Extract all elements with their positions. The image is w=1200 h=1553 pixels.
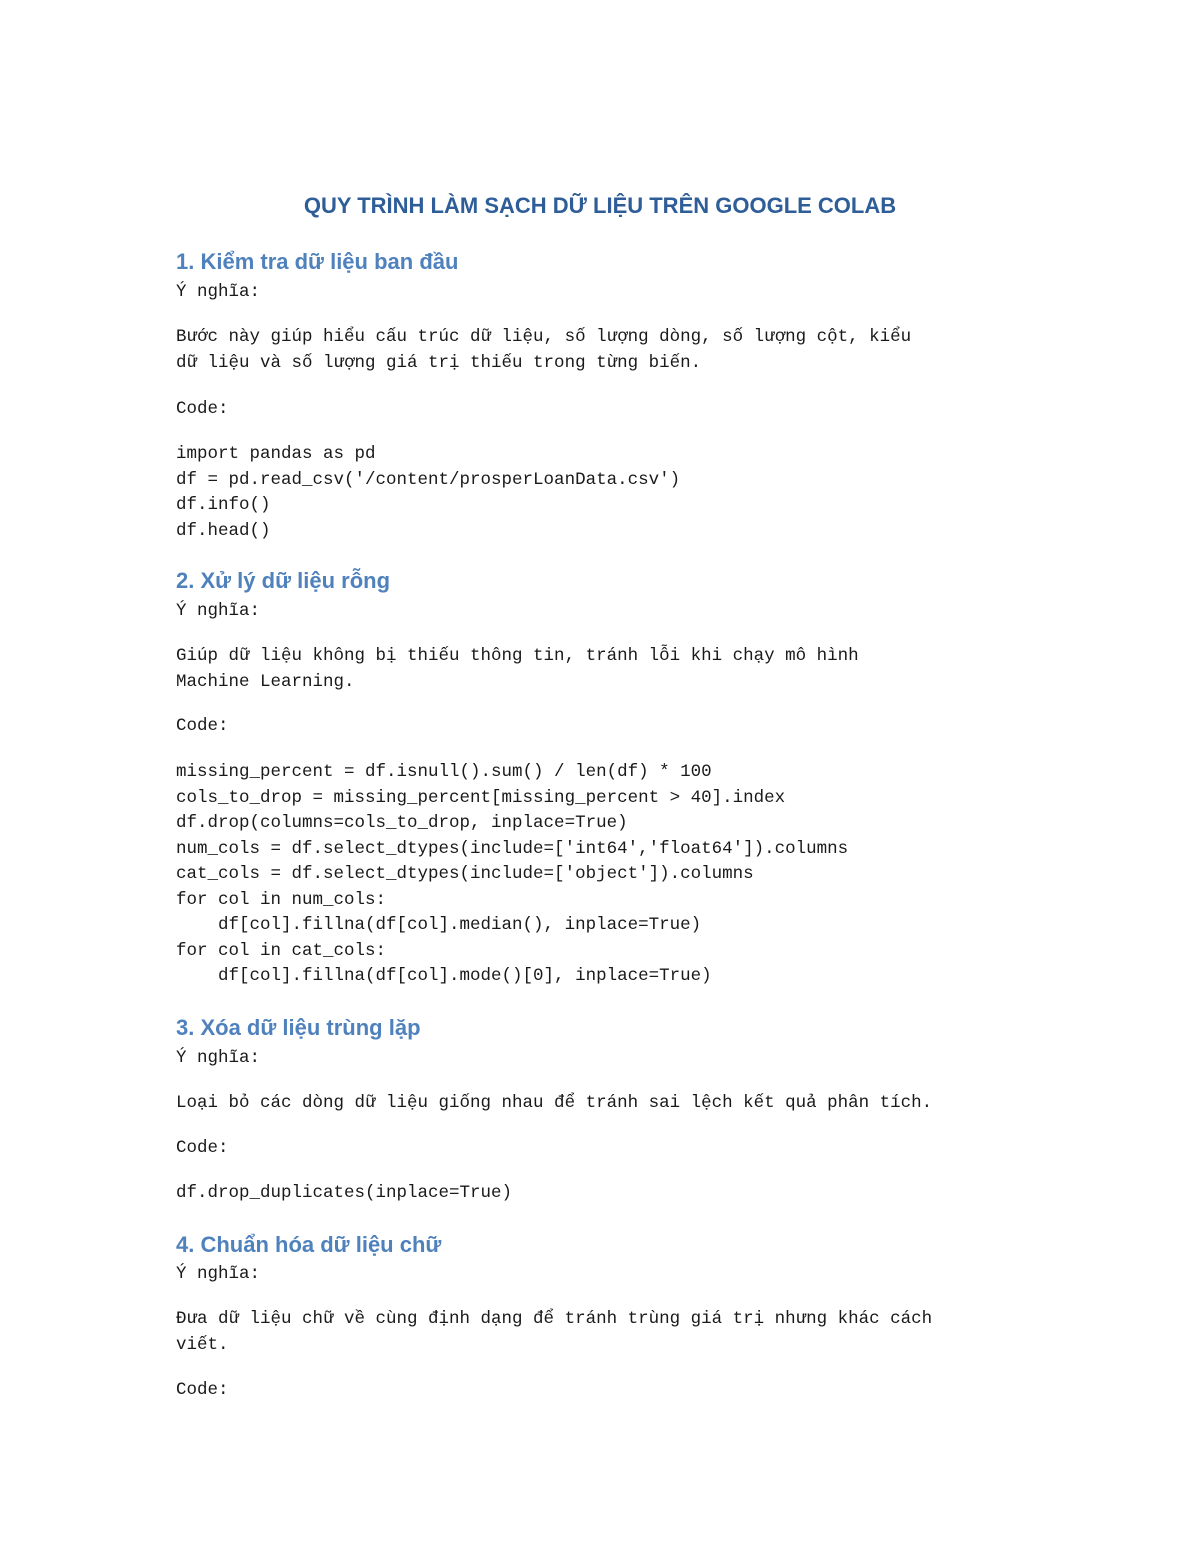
section-3-code-block: df.drop_duplicates(inplace=True) [176,1183,513,1203]
section-1-heading: 1. Kiểm tra dữ liệu ban đầu [176,249,459,274]
section-4-heading: 4. Chuẩn hóa dữ liệu chữ [176,1232,442,1257]
section-3-heading: 3. Xóa dữ liệu trùng lặp [176,1015,421,1040]
section-1-description: Bước này giúp hiểu cấu trúc dữ liệu, số lượng dòng, số lượng cột, kiểu dữ liệu và số lượng giá trị thiếu trong từng biến. [176,327,912,373]
section-2-heading: 2. Xử lý dữ liệu rỗng [176,568,391,593]
section-3-description: Loại bỏ các dòng dữ liệu giống nhau để tránh sai lệch kết quả phân tích. [176,1093,933,1113]
section-2-description: Giúp dữ liệu không bị thiếu thông tin, tránh lỗi khi chạy mô hình Machine Learning. [176,646,859,692]
section-1-meaning-label: Ý nghĩa: [176,282,261,302]
section-3-meaning-label: Ý nghĩa: [176,1048,261,1068]
section-1-code-block: import pandas as pd df = pd.read_csv('/content/prosperLoanData.csv') df.info() df.head() [176,444,681,541]
section-2-code-label: Code: [176,716,229,736]
section-4-description: Đưa dữ liệu chữ về cùng định dạng để tránh trùng giá trị nhưng khác cách viết. [176,1309,933,1355]
section-2-code-block: missing_percent = df.isnull().sum() / len(df) * 100 cols_to_drop = missing_percent[missing_percent > 40].index df.drop(columns=cols_to_drop, inplace=True) num_cols = df.select_dtypes(include=['int64','float64']).columns cat_cols = df.select_dtypes(include=['object']).columns for col in num_cols: df[col].fillna(df[col].median(), inplace=True) for col in cat_cols: df[col].fillna(df[col].mode()[0], inplace=True) [176,762,849,986]
section-4-code-label: Code: [176,1380,229,1400]
section-2-meaning-label: Ý nghĩa: [176,601,261,621]
document-title: QUY TRÌNH LÀM SẠCH DỮ LIỆU TRÊN GOOGLE COLAB [303,193,897,218]
section-4-meaning-label: Ý nghĩa: [176,1264,261,1284]
section-3-code-label: Code: [176,1138,229,1158]
section-1-code-label: Code: [176,399,229,419]
document-page [176,0,1056,1553]
